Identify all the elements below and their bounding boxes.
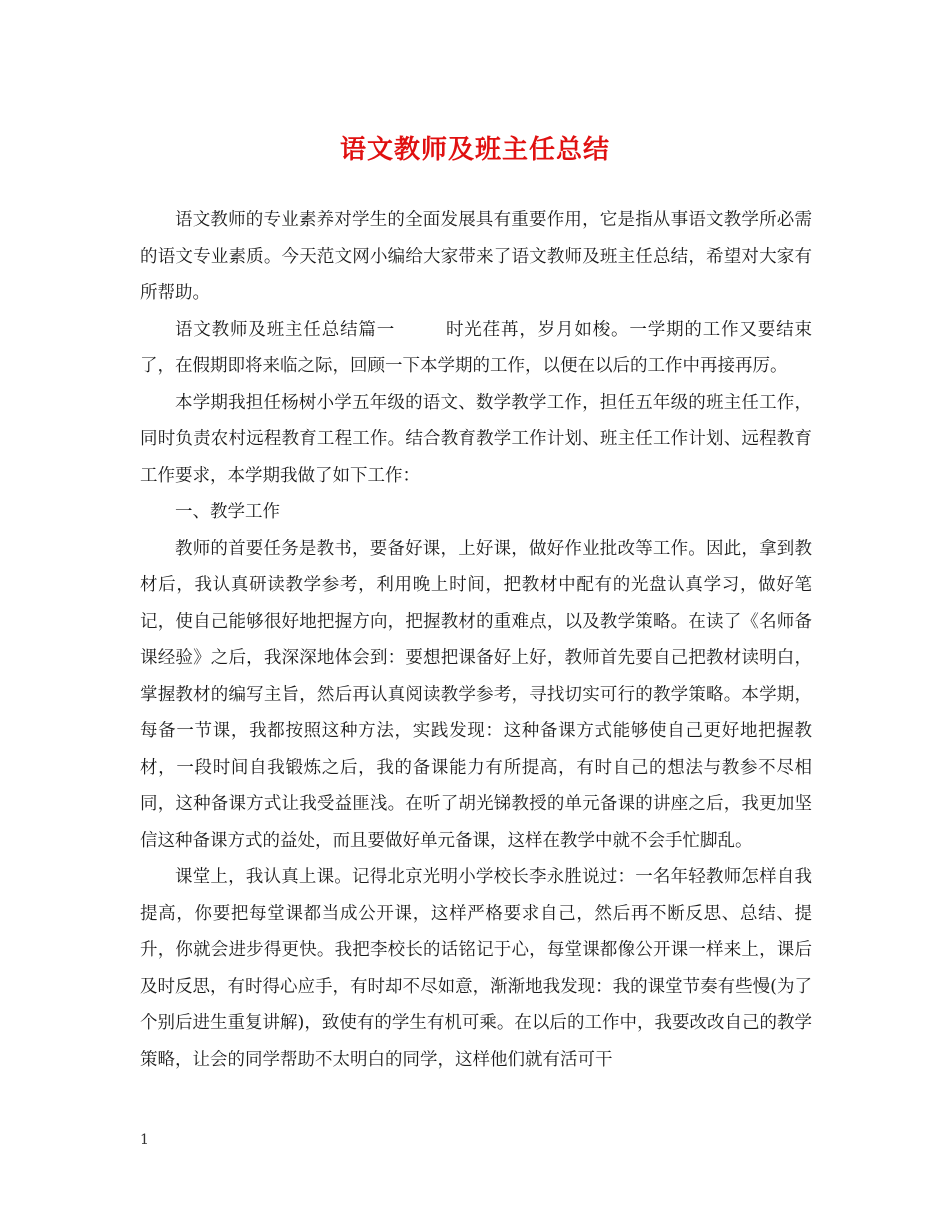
page-number: 1	[140, 1132, 149, 1148]
paragraph-3: 课堂上，我认真上课。记得北京光明小学校长李永胜说过：一名年轻教师怎样自我提高，你要把每堂课都当成公开课，这样严格要求自己，然后再不断反思、总结、提升，你就会进步得更快。我把李校长的话铭记于心，每堂课都像公开课一样来上，课后及时反思，有时得心应手，有时却不尽如意，渐渐地我发现：我的课堂节奏有些慢(为了个别后进生重复讲解)，致使有的学生有机可乘。在以后的工作中，我要改改自己的教学策略，让会的同学帮助不太明白的同学，这样他们就有活可干	[140, 867, 812, 1070]
section-text: 时光荏苒，岁月如梭。一学期的工作又要结束了，在假期即将来临之际，回顾一下本学期的工作，以便在以后的工作中再接再厉。	[140, 319, 812, 376]
section-paragraph	[140, 312, 812, 385]
document-title: 语文教师及班主任总结	[339, 135, 610, 165]
paragraph-2: 教师的首要任务是教书，要备好课，上好课，做好作业批改等工作。因此，拿到教材后，我认真研读教学参考，利用晚上时间，把教材中配有的光盘认真学习，做好笔记，使自己能够很好地把握方向，把握教材的重难点，以及教学策略。在读了《名师备课经验》之后，我深深地体会到：要想把课备好上好，教师首先要自己把教材读明白，掌握教材的编写主旨，然后再认真阅读教学参考，寻找切实可行的教学策略。本学期，每备一节课，我都按照这种方法，实践发现：这种备课方式能够使自己更好地把握教材，一段时间自我锻炼之后，我的备课能力有所提高，有时自己的想法与教参不尽相同，这种备课方式让我受益匪浅。在听了胡光锑教授的单元备课的讲座之后，我更加坚信这种备课方式的益处，而且要做好单元备课，这样在教学中就不会手忙脚乱。	[140, 538, 812, 851]
intro-paragraph: 语文教师的专业素养对学生的全面发展具有重要作用，它是指从事语文教学所必需的语文专业素质。今天范文网小编给大家带来了语文教师及班主任总结，希望对大家有所帮助。	[140, 210, 812, 303]
paragraph-1: 本学期我担任杨树小学五年级的语文、数学教学工作，担任五年级的班主任工作，同时负责农村远程教育工程工作。结合教育教学工作计划、班主任工作计划、远程教育工作要求，本学期我做了如下工作：	[140, 392, 812, 486]
document-body	[140, 202, 812, 1078]
section-label: 语文教师及班主任总结篇一	[175, 319, 396, 340]
heading-teaching-work: 一、教学工作	[175, 502, 280, 522]
